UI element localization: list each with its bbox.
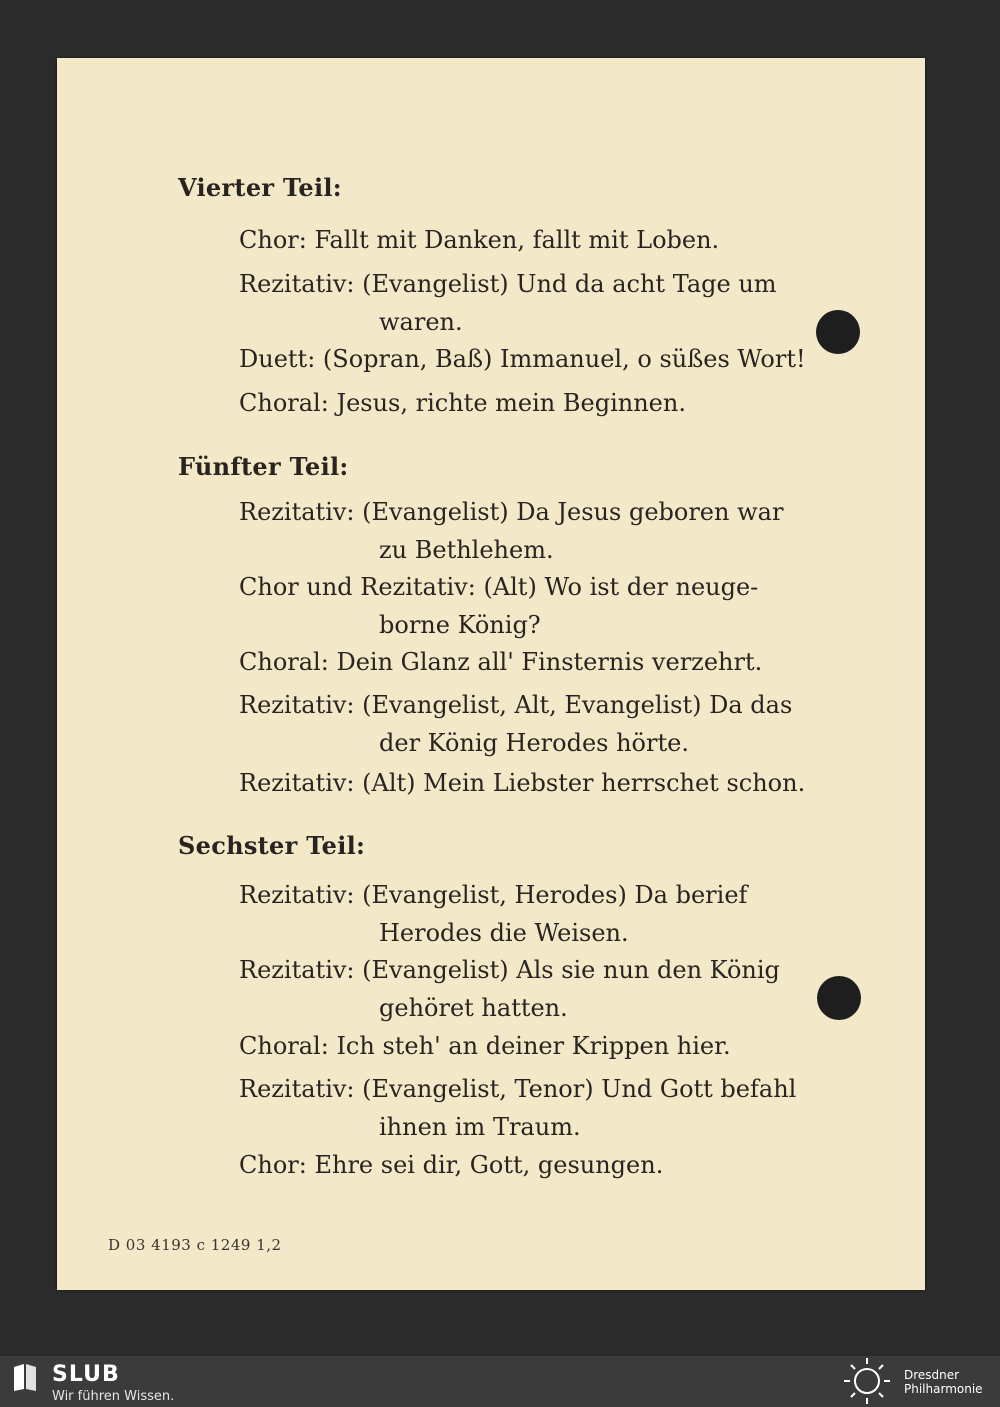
- entry-text: (Evangelist, Tenor) Und Gott befahl: [362, 1075, 797, 1103]
- entry-kind: Rezitativ:: [239, 270, 355, 298]
- entry-continuation: zu Bethlehem.: [379, 536, 554, 564]
- partner-name: [904, 1368, 983, 1396]
- program-entry: [239, 340, 879, 378]
- partner-line2: Philharmonie: [904, 1382, 983, 1396]
- section-heading-5: Fünfter Teil:: [178, 452, 349, 481]
- entry-text: Fallt mit Danken, fallt mit Loben.: [314, 226, 720, 254]
- entry-text: (Evangelist) Und da acht Tage um: [362, 270, 777, 298]
- section-heading-4: Vierter Teil:: [178, 173, 342, 202]
- entry-kind: Chor und Rezitativ:: [239, 573, 476, 601]
- entry-continuation: Herodes die Weisen.: [379, 919, 629, 947]
- program-entry: [239, 764, 879, 802]
- section-heading-6: Sechster Teil:: [178, 831, 366, 860]
- entry-text: (Evangelist, Herodes) Da berief: [362, 881, 748, 909]
- entry-text: Ehre sei dir, Gott, gesungen.: [314, 1151, 664, 1179]
- partner-line1: Dresdner: [904, 1368, 960, 1382]
- entry-kind: Chor:: [239, 226, 307, 254]
- program-entry: [239, 568, 879, 644]
- program-card: [57, 58, 925, 1290]
- program-entry: [239, 265, 879, 341]
- entry-text: (Sopran, Baß) Immanuel, o süßes Wort!: [322, 345, 806, 373]
- entry-kind: Rezitativ:: [239, 498, 355, 526]
- entry-kind: Choral:: [239, 389, 329, 417]
- program-entry: [239, 1146, 879, 1184]
- entry-text: (Alt) Wo ist der neuge-: [483, 573, 759, 601]
- library-tagline: Wir führen Wissen.: [52, 1389, 175, 1404]
- entry-continuation: der König Herodes hörte.: [379, 729, 689, 757]
- book-icon[interactable]: [12, 1362, 38, 1392]
- entry-continuation: ihnen im Traum.: [379, 1113, 581, 1141]
- program-entry: [239, 493, 879, 569]
- entry-kind: Chor:: [239, 1151, 307, 1179]
- library-name[interactable]: SLUB: [52, 1362, 120, 1387]
- entry-text: (Alt) Mein Liebster herrschet schon.: [362, 769, 806, 797]
- program-entry: [239, 686, 879, 762]
- entry-text: Jesus, richte mein Beginnen.: [336, 389, 686, 417]
- program-entry: [239, 951, 879, 1027]
- entry-continuation: gehöret hatten.: [379, 994, 568, 1022]
- entry-kind: Rezitativ:: [239, 956, 355, 984]
- program-entry: [239, 876, 879, 952]
- entry-continuation: borne König?: [379, 611, 541, 639]
- program-entry: [239, 1027, 879, 1065]
- entry-kind: Rezitativ:: [239, 691, 355, 719]
- program-entry: [239, 221, 879, 259]
- print-code: D 03 4193 c 1249 1,2: [108, 1236, 282, 1254]
- footer-bar: [0, 1356, 1000, 1407]
- entry-text: (Evangelist) Da Jesus geboren war: [362, 498, 784, 526]
- entry-kind: Rezitativ:: [239, 881, 355, 909]
- entry-text: (Evangelist, Alt, Evangelist) Da das: [362, 691, 793, 719]
- entry-kind: Rezitativ:: [239, 769, 355, 797]
- entry-text: Dein Glanz all' Finsternis verzehrt.: [336, 648, 763, 676]
- program-entry: [239, 384, 879, 422]
- entry-kind: Choral:: [239, 648, 329, 676]
- entry-kind: Choral:: [239, 1032, 329, 1060]
- program-entry: [239, 643, 879, 681]
- entry-kind: Rezitativ:: [239, 1075, 355, 1103]
- entry-text: (Evangelist) Als sie nun den König: [362, 956, 780, 984]
- entry-kind: Duett:: [239, 345, 316, 373]
- entry-text: Ich steh' an deiner Krippen hier.: [336, 1032, 731, 1060]
- program-entry: [239, 1070, 879, 1146]
- philharmonie-logo-icon[interactable]: [840, 1356, 894, 1407]
- entry-continuation: waren.: [379, 308, 463, 336]
